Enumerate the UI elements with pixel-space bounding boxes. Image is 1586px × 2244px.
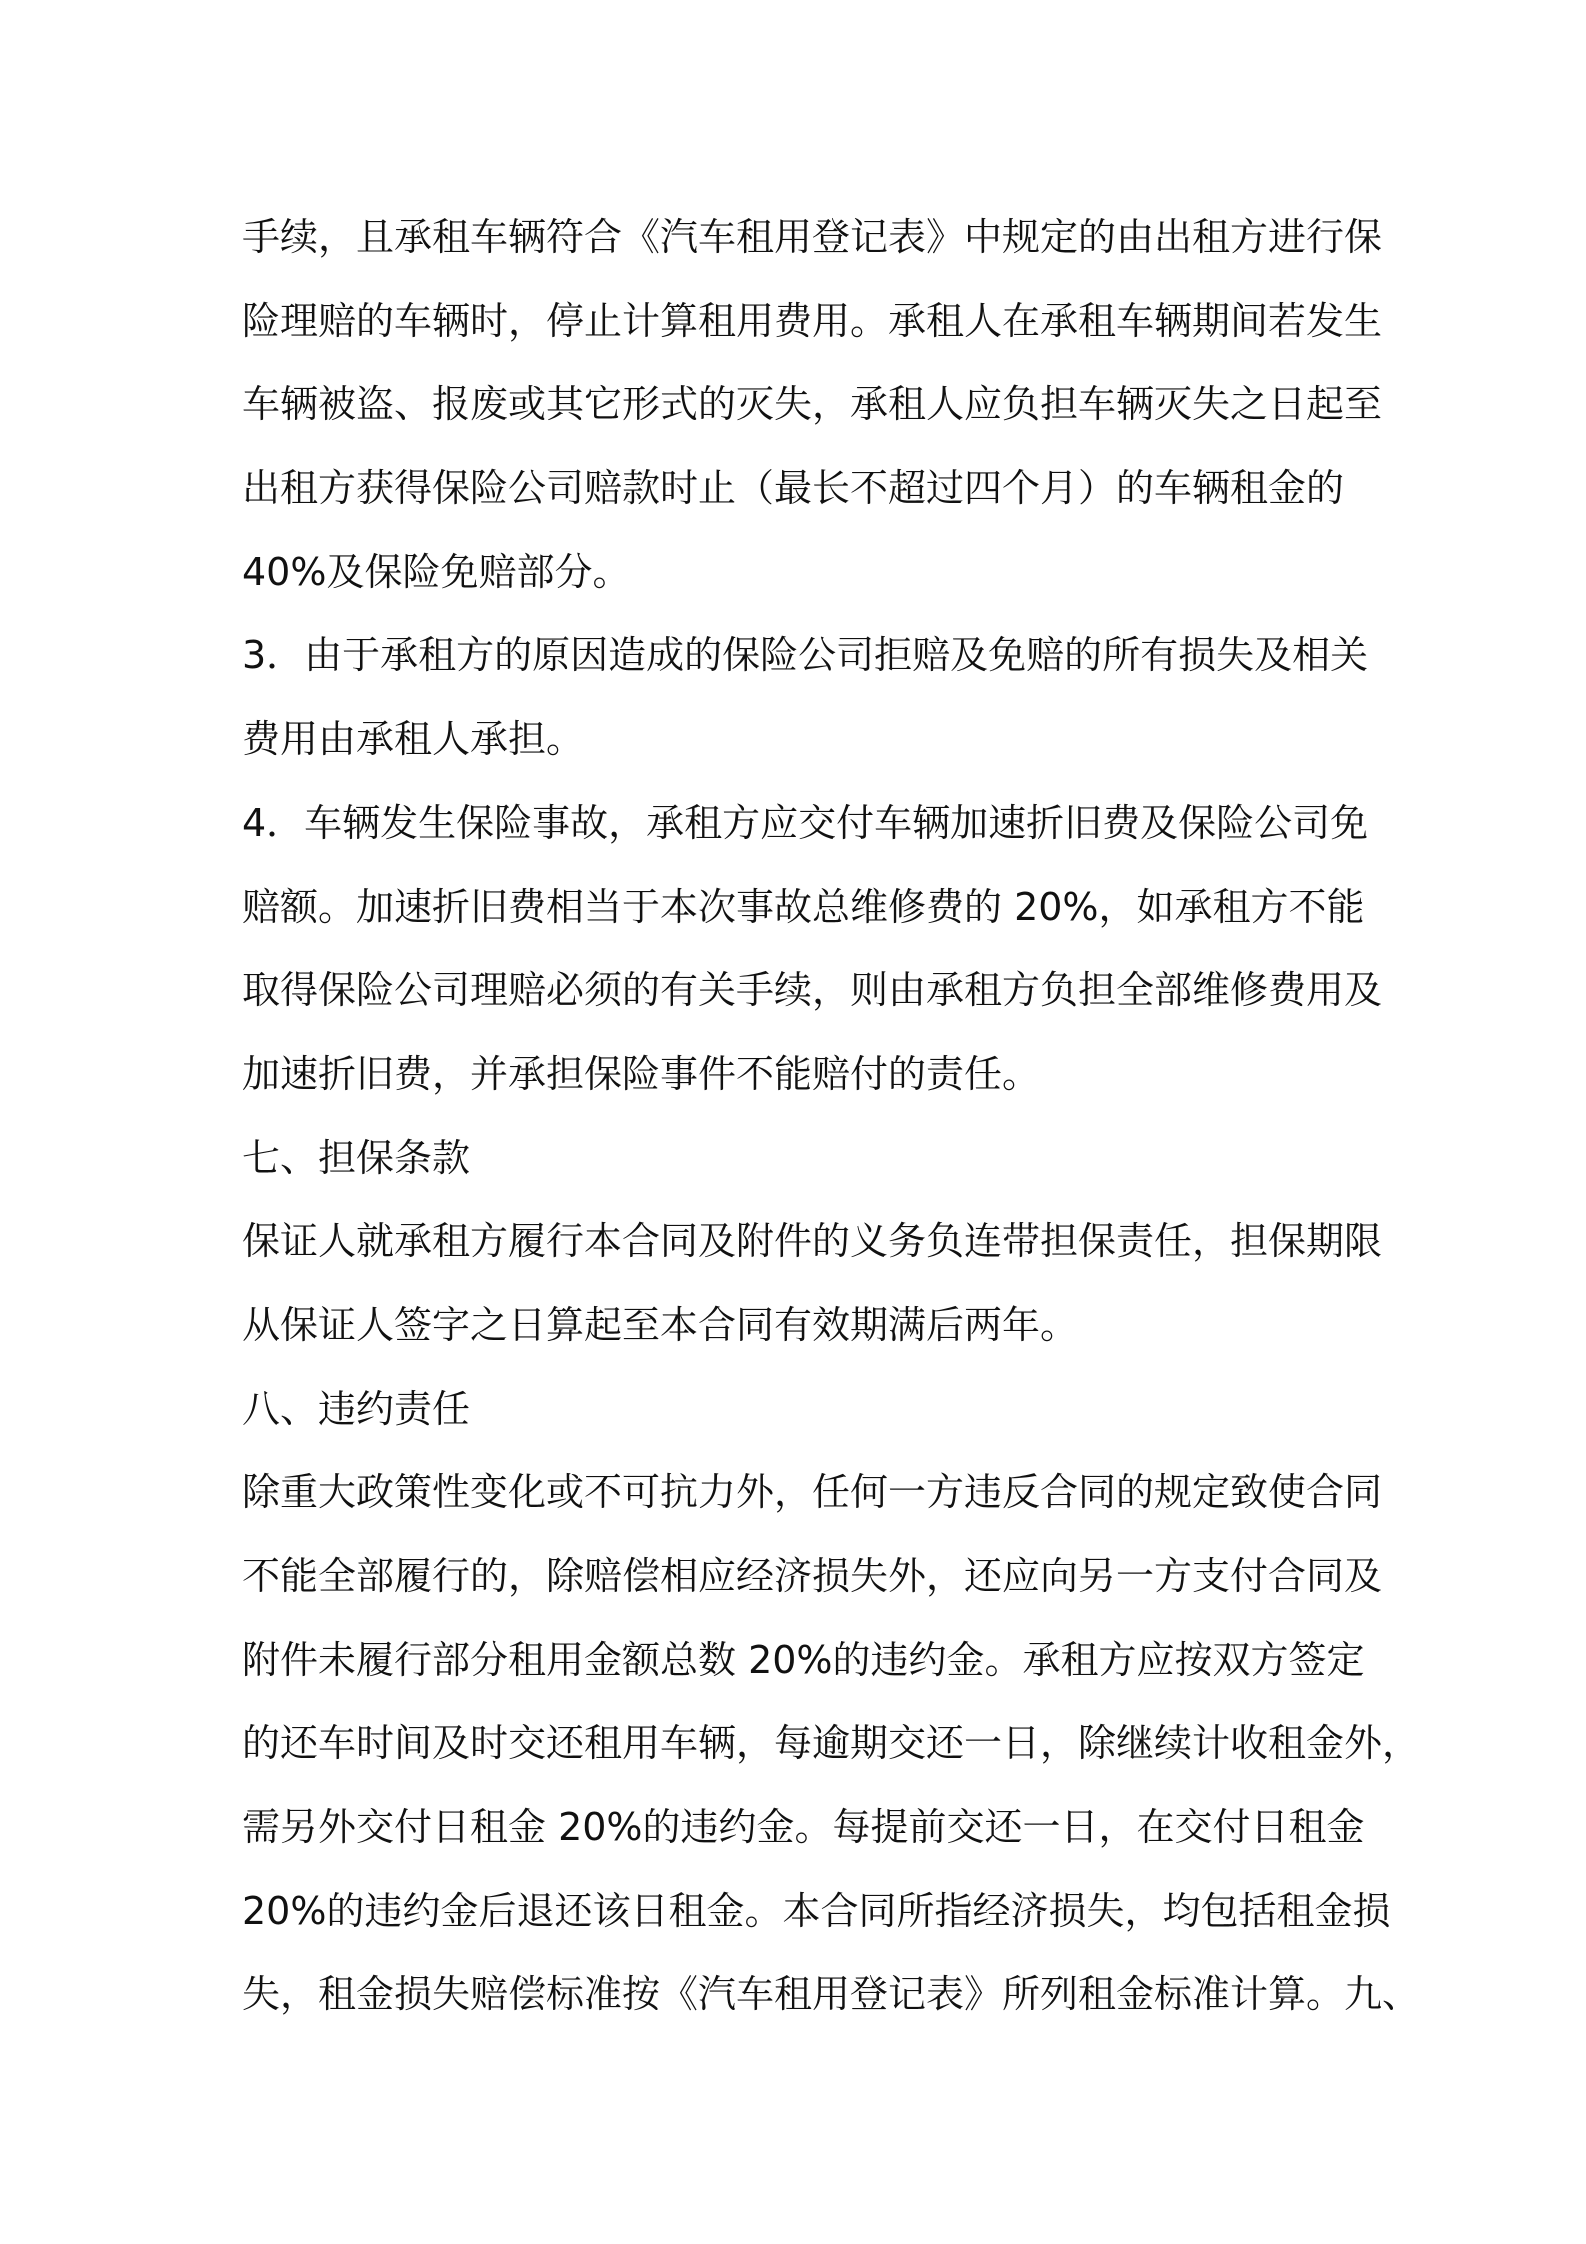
section-heading: 八、违约责任	[242, 1386, 471, 1431]
text-line: 车辆被盗、报废或其它形式的灭失，承租人应负担车辆灭失之日起至	[242, 382, 1383, 427]
text-line: 除重大政策性变化或不可抗力外，任何一方违反合同的规定致使合同	[242, 1470, 1383, 1515]
text-line: 从保证人签字之日算起至本合同有效期满后两年。	[242, 1302, 1079, 1347]
text-line: 附件未履行部分租用金额总数 20%的违约金。承租方应按双方签定	[242, 1637, 1365, 1682]
text-line: 的还车时间及时交还租用车辆，每逾期交还一日，除继续计收租金外，	[242, 1721, 1421, 1766]
text-line: 费用由承租人承担。	[242, 717, 585, 762]
text-line: 加速折旧费，并承担保险事件不能赔付的责任。	[242, 1051, 1041, 1096]
text-line: 3．由于承租方的原因造成的保险公司拒赔及免赔的所有损失及相关	[242, 633, 1369, 678]
text-line: 出租方获得保险公司赔款时止（最长不超过四个月）的车辆租金的	[242, 466, 1345, 511]
text-line: 失，租金损失赔偿标准按《汽车租用登记表》所列租金标准计算。九、	[242, 1972, 1421, 2017]
text-line: 不能全部履行的，除赔偿相应经济损失外，还应向另一方支付合同及	[242, 1554, 1383, 1598]
text-line: 40%及保险免赔部分。	[242, 549, 631, 594]
text-line: 取得保险公司理赔必须的有关手续，则由承租方负担全部维修费用及	[242, 968, 1383, 1013]
text-line: 需另外交付日租金 20%的违约金。每提前交还一日，在交付日租金	[242, 1805, 1365, 1850]
text-line: 保证人就承租方履行本合同及附件的义务负连带担保责任，担保期限	[242, 1219, 1383, 1264]
text-line: 手续，且承租车辆符合《汽车租用登记表》中规定的由出租方进行保	[242, 215, 1383, 259]
text-line: 赔额。加速折旧费相当于本次事故总维修费的 20%，如承租方不能	[242, 884, 1365, 929]
text-line: 4．车辆发生保险事故，承租方应交付车辆加速折旧费及保险公司免	[242, 800, 1369, 845]
text-line: 险理赔的车辆时，停止计算租用费用。承租人在承租车辆期间若发生	[242, 298, 1383, 343]
section-heading: 七、担保条款	[242, 1135, 471, 1180]
text-line: 20%的违约金后退还该日租金。本合同所指经济损失，均包括租金损	[242, 1888, 1391, 1933]
document-body	[242, 196, 1421, 2037]
